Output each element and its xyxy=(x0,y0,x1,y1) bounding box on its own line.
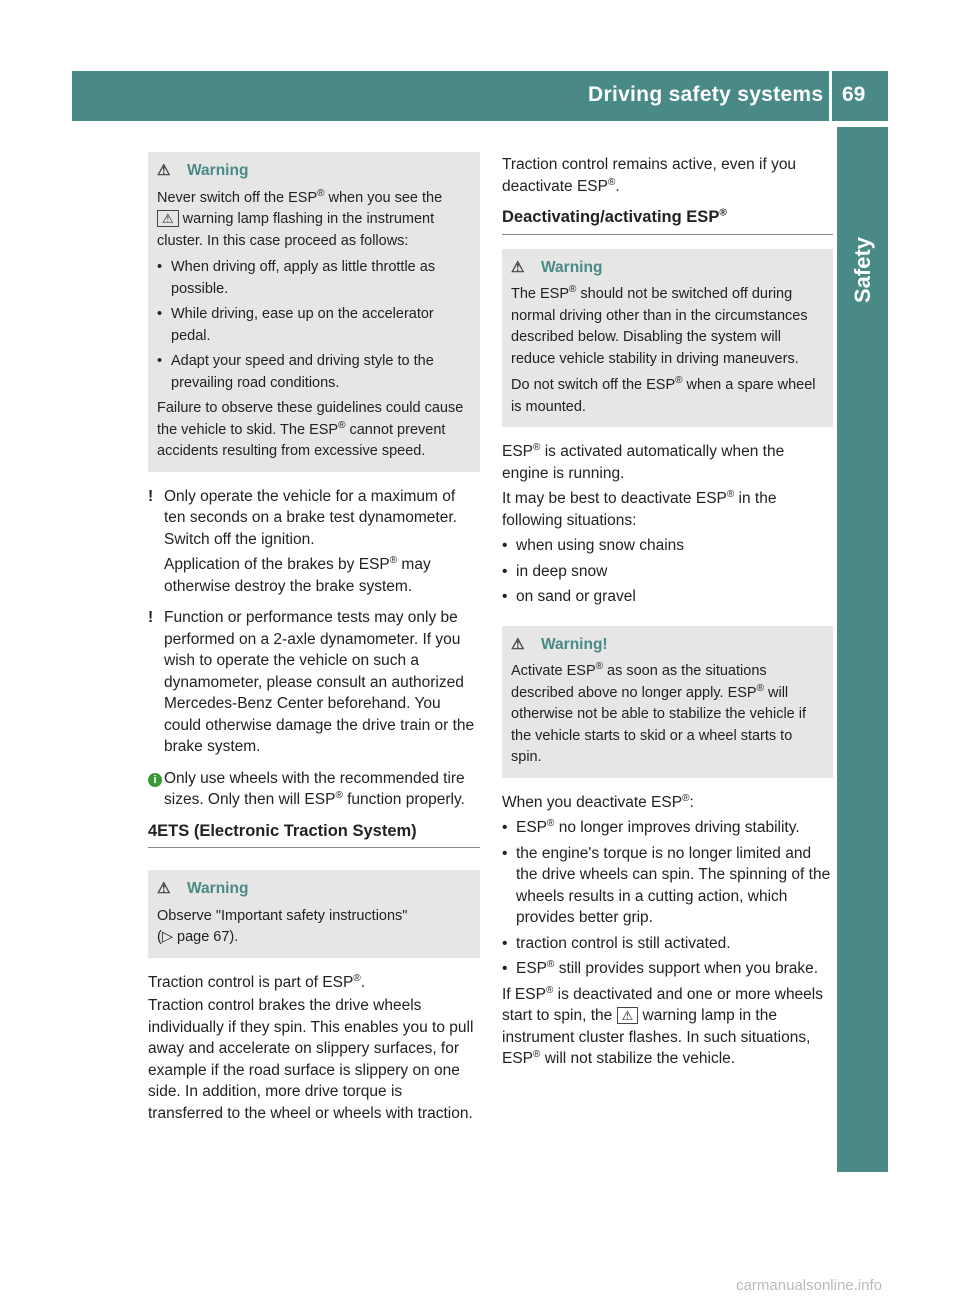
page-number: 69 xyxy=(842,83,866,106)
warning-text: Observe "Important safety instructions" (▷ page 67). xyxy=(157,907,408,945)
section-heading: 4ETS (Electronic Traction System) xyxy=(148,821,480,849)
caution-icon: ! xyxy=(148,609,154,626)
list-item: • ESP® no longer improves driving stability. xyxy=(502,817,833,839)
info-icon: i xyxy=(148,773,162,787)
list-item: • Adapt your speed and driving style to the prevailing road conditions. xyxy=(157,351,471,394)
warning-label: Warning xyxy=(187,880,249,897)
esp-warning-lamp-icon: ⚠ xyxy=(157,210,179,227)
list-item: • on sand or gravel xyxy=(502,586,833,608)
caution-note-cont: Application of the brakes by ESP® may otherwise destroy the brake system. xyxy=(164,554,431,595)
page-reference[interactable]: (▷ page 67). xyxy=(157,929,239,945)
chapter-tab-label xyxy=(838,200,888,340)
warning-label: Warning! xyxy=(541,635,608,653)
left-column xyxy=(148,152,480,1134)
caution-icon: ! xyxy=(148,487,154,505)
body-text: If ESP® is deactivated and one or more wheels start to spin, the ⚠ warning lamp in the instrument cluster flashes. In such situations, ESP® will not stabilize the vehicle. xyxy=(502,984,823,1067)
list-item: • When driving off, apply as little throttle as possible. xyxy=(157,257,471,300)
warning-box xyxy=(502,249,833,428)
warning-label: Warning xyxy=(541,258,603,276)
list-item: • ESP® still provides support when you brake. xyxy=(502,958,833,980)
section-title: Driving safety systems xyxy=(588,83,824,106)
watermark: carmanualsonline.info xyxy=(736,1277,882,1294)
body-text: Traction control is part of ESP®. xyxy=(148,972,366,991)
section-heading: Deactivating/activating ESP® xyxy=(502,207,833,235)
list-item: • when using snow chains xyxy=(502,535,833,557)
warning-text: Failure to observe these guidelines could cause the vehicle to skid. The ESP® cannot prevent accidents resulting from excessive speed. xyxy=(157,400,464,459)
warning-title xyxy=(511,634,824,656)
warning-triangle-icon: ⚠ xyxy=(157,162,171,179)
warning-text: Do not switch off the ESP® when a spare wheel is mounted. xyxy=(511,375,816,415)
warning-text: The ESP® should not be switched off during normal driving other than in the circumstances described below. Disabling the system will reduce vehicle stability in driving maneuvers. xyxy=(511,284,808,367)
caution-note: ! Only operate the vehicle for a maximum of ten seconds on a brake test dynamometer. Switch off the ignition. xyxy=(148,487,457,548)
header-separator xyxy=(829,71,832,121)
body-text: When you deactivate ESP®: xyxy=(502,792,694,811)
warning-box xyxy=(502,626,833,778)
body-text: It may be best to deactivate ESP® in the following situations: xyxy=(502,488,777,529)
warning-label: Warning xyxy=(187,162,249,179)
warning-title xyxy=(157,878,471,900)
body-text: Traction control brakes the drive wheels individually if they spin. This enables you to pull away and accelerate on slippery surfaces, for example if the road surface is slippery on one side. In addition, more drive torque is transferred to the wheel or wheels with traction. xyxy=(148,997,474,1122)
body-text: Traction control remains active, even if you deactivate ESP®. xyxy=(502,156,797,195)
warning-triangle-icon: ⚠ xyxy=(157,880,171,897)
right-column xyxy=(502,152,833,1080)
warning-box xyxy=(148,870,480,958)
chapter-label-text: Safety xyxy=(850,236,875,304)
warning-title xyxy=(511,257,824,279)
warning-text: Never switch off the ESP® when you see the ⚠ warning lamp flashing in the instrument cluster. In this case proceed as follows: xyxy=(157,187,443,249)
list-item: • traction control is still activated. xyxy=(502,933,833,955)
warning-title xyxy=(157,160,471,182)
header-bar xyxy=(72,71,888,121)
esp-warning-lamp-icon: ⚠ xyxy=(617,1007,639,1024)
warning-box xyxy=(148,152,480,472)
list-item: • in deep snow xyxy=(502,561,833,583)
warning-triangle-icon: ⚠ xyxy=(511,635,525,653)
warning-triangle-icon: ⚠ xyxy=(511,258,525,276)
body-text: ESP® is activated automatically when the engine is running. xyxy=(502,441,785,482)
caution-note: ! Function or performance tests may only be performed on a 2-axle dynamometer. If you wish to operate the vehicle on such a dynamometer, please consult an authorized Mercedes-Benz Center beforehand. You could otherwise damage the drive train or the brake system. xyxy=(148,609,475,755)
list-item: • While driving, ease up on the accelerator pedal. xyxy=(157,304,471,347)
warning-text: Activate ESP® as soon as the situations described above no longer apply. ESP® will otherwise not be able to stabilize the vehicle if the vehicle starts to skid or a wheel starts to spin. xyxy=(511,661,807,765)
info-note: i Only use wheels with the recommended tire sizes. Only then will ESP® function properly. xyxy=(148,768,480,811)
list-item: • the engine's torque is no longer limited and the drive wheels can spin. The spinning of the wheels results in a cutting action, which provides better grip. xyxy=(502,843,833,929)
